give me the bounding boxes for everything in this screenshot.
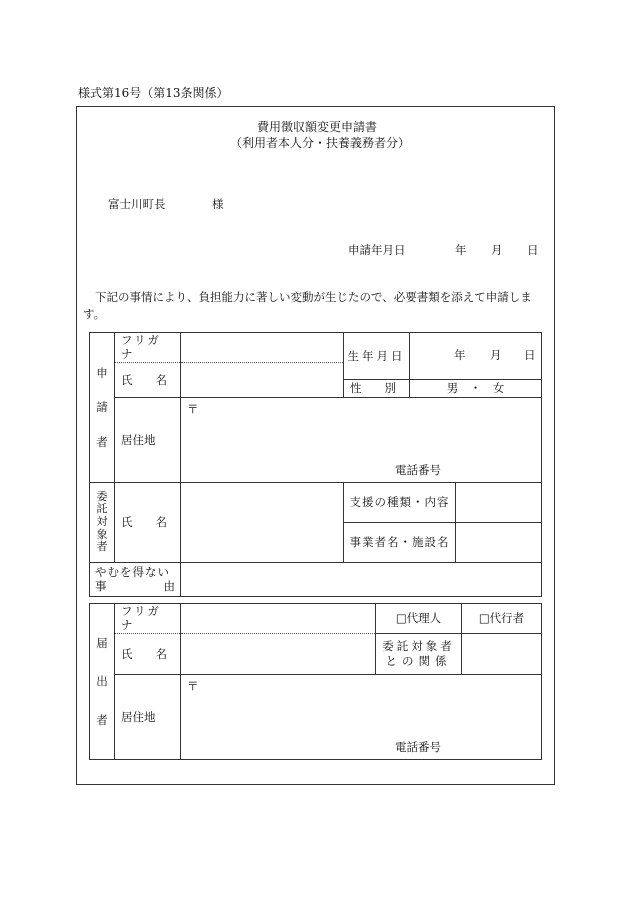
- applicant-address-input[interactable]: [181, 397, 542, 482]
- application-date-month: 月: [491, 243, 503, 257]
- target-section: [90, 482, 115, 562]
- applicant-birth-input[interactable]: [410, 333, 542, 380]
- target-char-2: 託: [96, 502, 108, 516]
- reason-char-a: 事: [95, 579, 107, 594]
- proxy-checkbox[interactable]: □代行者: [462, 604, 542, 634]
- target-name-label: 氏 名: [115, 482, 181, 562]
- addressee: 富士川町長: [108, 197, 166, 211]
- agent-checkbox[interactable]: □代理人: [376, 604, 462, 634]
- submitter-furigana-input[interactable]: [181, 604, 376, 634]
- target-name-input[interactable]: [181, 482, 344, 562]
- application-date-day: 日: [527, 243, 539, 257]
- applicant-char-1: 申: [96, 365, 108, 380]
- birth-day-unit: 日: [524, 347, 536, 362]
- target-support-input[interactable]: [456, 482, 542, 522]
- reason-input[interactable]: [181, 562, 542, 596]
- application-date-label: 申請年月日: [348, 243, 406, 257]
- target-support-label: 支援の種類・内容: [344, 482, 456, 522]
- form-subtitle: （利用者本人分・扶養義務者分）: [230, 136, 411, 150]
- reason-line-1: やむを得ない: [95, 564, 170, 579]
- target-char-3: 対: [96, 514, 108, 528]
- submitter-furigana-label: フリガナ: [115, 604, 181, 634]
- submitter-char-2: 出: [96, 674, 108, 689]
- applicant-table: [89, 332, 542, 597]
- submitter-postal-mark: 〒: [187, 678, 199, 693]
- relation-input[interactable]: [462, 633, 542, 674]
- submitter-address-label: 居住地: [115, 674, 181, 759]
- addressee-suffix: 様: [212, 197, 224, 211]
- submitter-table: [89, 603, 542, 760]
- applicant-sex-options[interactable]: 男 ・ 女: [410, 379, 542, 397]
- reason-label: [90, 562, 181, 596]
- applicant-char-2: 請: [96, 400, 108, 415]
- applicant-section: [90, 333, 115, 483]
- applicant-name-input[interactable]: [181, 362, 344, 397]
- applicant-char-3: 者: [96, 434, 108, 449]
- target-facility-input[interactable]: [456, 522, 542, 562]
- target-char-4: 象: [96, 527, 108, 541]
- submitter-char-3: 者: [96, 712, 108, 727]
- postal-mark: 〒: [187, 401, 199, 416]
- relation-label: [376, 633, 462, 674]
- target-facility-label: 事業者名・施設名: [344, 522, 456, 562]
- applicant-birth-label: 生年月日: [344, 333, 410, 380]
- phone-label: 電話番号: [395, 463, 441, 478]
- birth-year-unit: 年: [454, 347, 466, 362]
- relation-line-2: との関係: [385, 653, 452, 668]
- form-number: 様式第16号（第13条関係）: [78, 86, 229, 100]
- applicant-name-label: 氏 名: [115, 362, 181, 397]
- birth-month-unit: 月: [490, 347, 502, 362]
- relation-line-1: 委託対象者: [382, 639, 455, 654]
- applicant-furigana-input[interactable]: [181, 333, 344, 363]
- intro-text: 下記の事情により、負担能力に著しい変動が生じたので、必要書類を添えて申請します。: [83, 290, 532, 321]
- applicant-sex-label: 性 別: [344, 379, 410, 397]
- submitter-address-input[interactable]: [181, 674, 542, 759]
- submitter-char-1: 届: [96, 635, 108, 650]
- form-title: 費用徴収額変更申請書: [257, 120, 378, 134]
- submitter-section: [90, 604, 115, 760]
- submitter-name-label: 氏 名: [115, 633, 181, 674]
- reason-char-b: 由: [163, 579, 175, 594]
- application-date-year: 年: [455, 243, 467, 257]
- target-char-5: 者: [96, 540, 108, 554]
- submitter-name-input[interactable]: [181, 633, 376, 674]
- submitter-phone-label: 電話番号: [395, 740, 441, 755]
- applicant-address-label: 居住地: [115, 397, 181, 482]
- applicant-furigana-label: フリガナ: [115, 333, 181, 363]
- target-char-1: 委: [96, 489, 108, 503]
